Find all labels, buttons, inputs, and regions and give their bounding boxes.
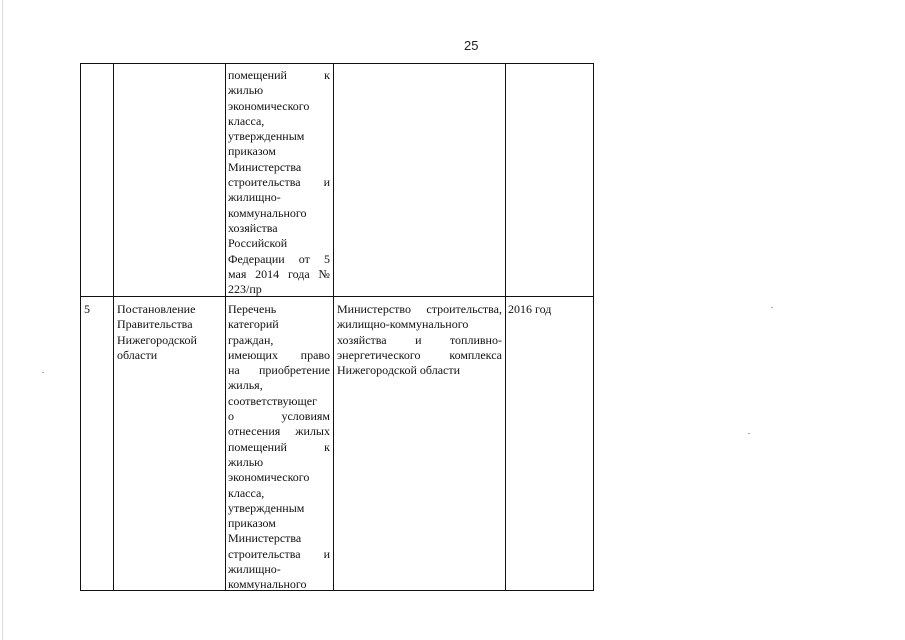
column-border-1	[113, 63, 114, 591]
text-line: граждан,	[228, 332, 274, 347]
text-line	[228, 348, 330, 363]
document-name-cell	[228, 68, 330, 297]
text-word: от	[298, 251, 310, 266]
text-line: жилищно-	[228, 190, 281, 205]
column-border-left	[80, 63, 81, 591]
row-divider	[80, 296, 594, 297]
text-word: о	[228, 409, 234, 424]
text-word: и	[323, 546, 330, 561]
executor-cell	[337, 302, 502, 378]
text-word: хозяйства	[337, 332, 387, 347]
text-line: Нижегородской области	[337, 363, 461, 378]
text-line: хозяйства	[228, 220, 278, 235]
text-line: утвержденным	[228, 129, 305, 144]
scan-mark	[42, 372, 44, 373]
text-line: соответствующег	[228, 393, 318, 408]
text-word: к	[324, 439, 330, 454]
text-word: и	[323, 175, 330, 190]
column-border-3	[333, 63, 334, 591]
document-name-cell	[228, 302, 330, 593]
text-word: строительства	[228, 546, 301, 561]
column-border-4	[505, 63, 506, 591]
text-line: коммунального	[228, 577, 307, 592]
text-word: 2014	[255, 266, 280, 281]
text-line	[337, 348, 502, 363]
table-bottom-border	[80, 590, 594, 591]
document-table	[80, 63, 594, 591]
text-word: к	[324, 68, 330, 82]
text-line: 223/пр	[228, 282, 262, 297]
text-line: жилищно-коммунального	[337, 317, 469, 332]
text-line: жилью	[228, 454, 264, 469]
text-line: коммунального	[228, 205, 307, 220]
text-line: Нижегородской	[117, 332, 197, 347]
text-line	[228, 68, 330, 83]
page-number: 25	[464, 38, 479, 53]
scan-mark	[771, 307, 773, 308]
text-word: отнесения	[228, 424, 281, 439]
text-line: приказом	[228, 516, 276, 531]
text-line: Перечень	[228, 302, 277, 316]
text-word: на	[228, 363, 240, 378]
text-line: Министерства	[228, 159, 302, 174]
text-line	[228, 409, 330, 424]
scan-edge-line	[2, 0, 3, 640]
text-line: утвержденным	[228, 500, 305, 515]
text-word: строительства,	[426, 302, 502, 316]
text-line: класса,	[228, 113, 265, 128]
text-line	[228, 424, 330, 439]
text-line: Российской	[228, 236, 288, 251]
text-word: 5	[323, 251, 330, 266]
text-line	[337, 333, 502, 348]
text-word: года	[287, 266, 310, 281]
text-line: категорий	[228, 317, 279, 332]
text-line: Постановление	[117, 302, 196, 316]
text-line	[337, 302, 502, 317]
text-word: право	[300, 347, 330, 362]
text-word: топливно-	[449, 332, 502, 347]
text-line: жилья,	[228, 378, 263, 393]
text-word: и	[415, 332, 422, 347]
term-cell	[508, 302, 590, 317]
text-line	[228, 440, 330, 455]
text-line: области	[117, 347, 158, 362]
text-word: комплекса	[449, 347, 502, 362]
text-word: мая	[228, 266, 247, 281]
text-line: Правительства	[117, 317, 193, 332]
column-border-2	[225, 63, 226, 591]
table-top-border	[80, 63, 594, 64]
text-word: помещений	[228, 439, 287, 454]
text-line	[228, 547, 330, 562]
text-word: №	[318, 266, 330, 281]
text-line: экономического	[228, 98, 310, 113]
text-line	[228, 363, 330, 378]
column-border-right	[593, 63, 594, 591]
row-number-cell: 5	[84, 302, 90, 316]
scan-mark	[748, 433, 750, 434]
text-word: строительства	[228, 175, 301, 190]
text-line: класса,	[228, 485, 265, 500]
text-word: имеющих	[228, 347, 278, 362]
text-line	[228, 252, 330, 267]
text-word: жилых	[295, 424, 330, 439]
text-line: Министерства	[228, 531, 302, 546]
text-line: жилью	[228, 83, 264, 98]
text-line: приказом	[228, 144, 276, 159]
text-line: жилищно-	[228, 562, 281, 577]
text-word: приобретение	[258, 363, 330, 378]
text-word: условиям	[281, 409, 330, 424]
text-word: Федерации	[228, 251, 285, 266]
document-type-cell	[117, 302, 222, 363]
text-line	[228, 267, 330, 282]
text-line	[228, 175, 330, 190]
text-word: энергетического	[337, 347, 421, 362]
text-word: Министерство	[337, 302, 411, 316]
text-line: 2016 год	[508, 302, 552, 316]
text-line: экономического	[228, 470, 310, 485]
text-word: помещений	[228, 68, 287, 82]
